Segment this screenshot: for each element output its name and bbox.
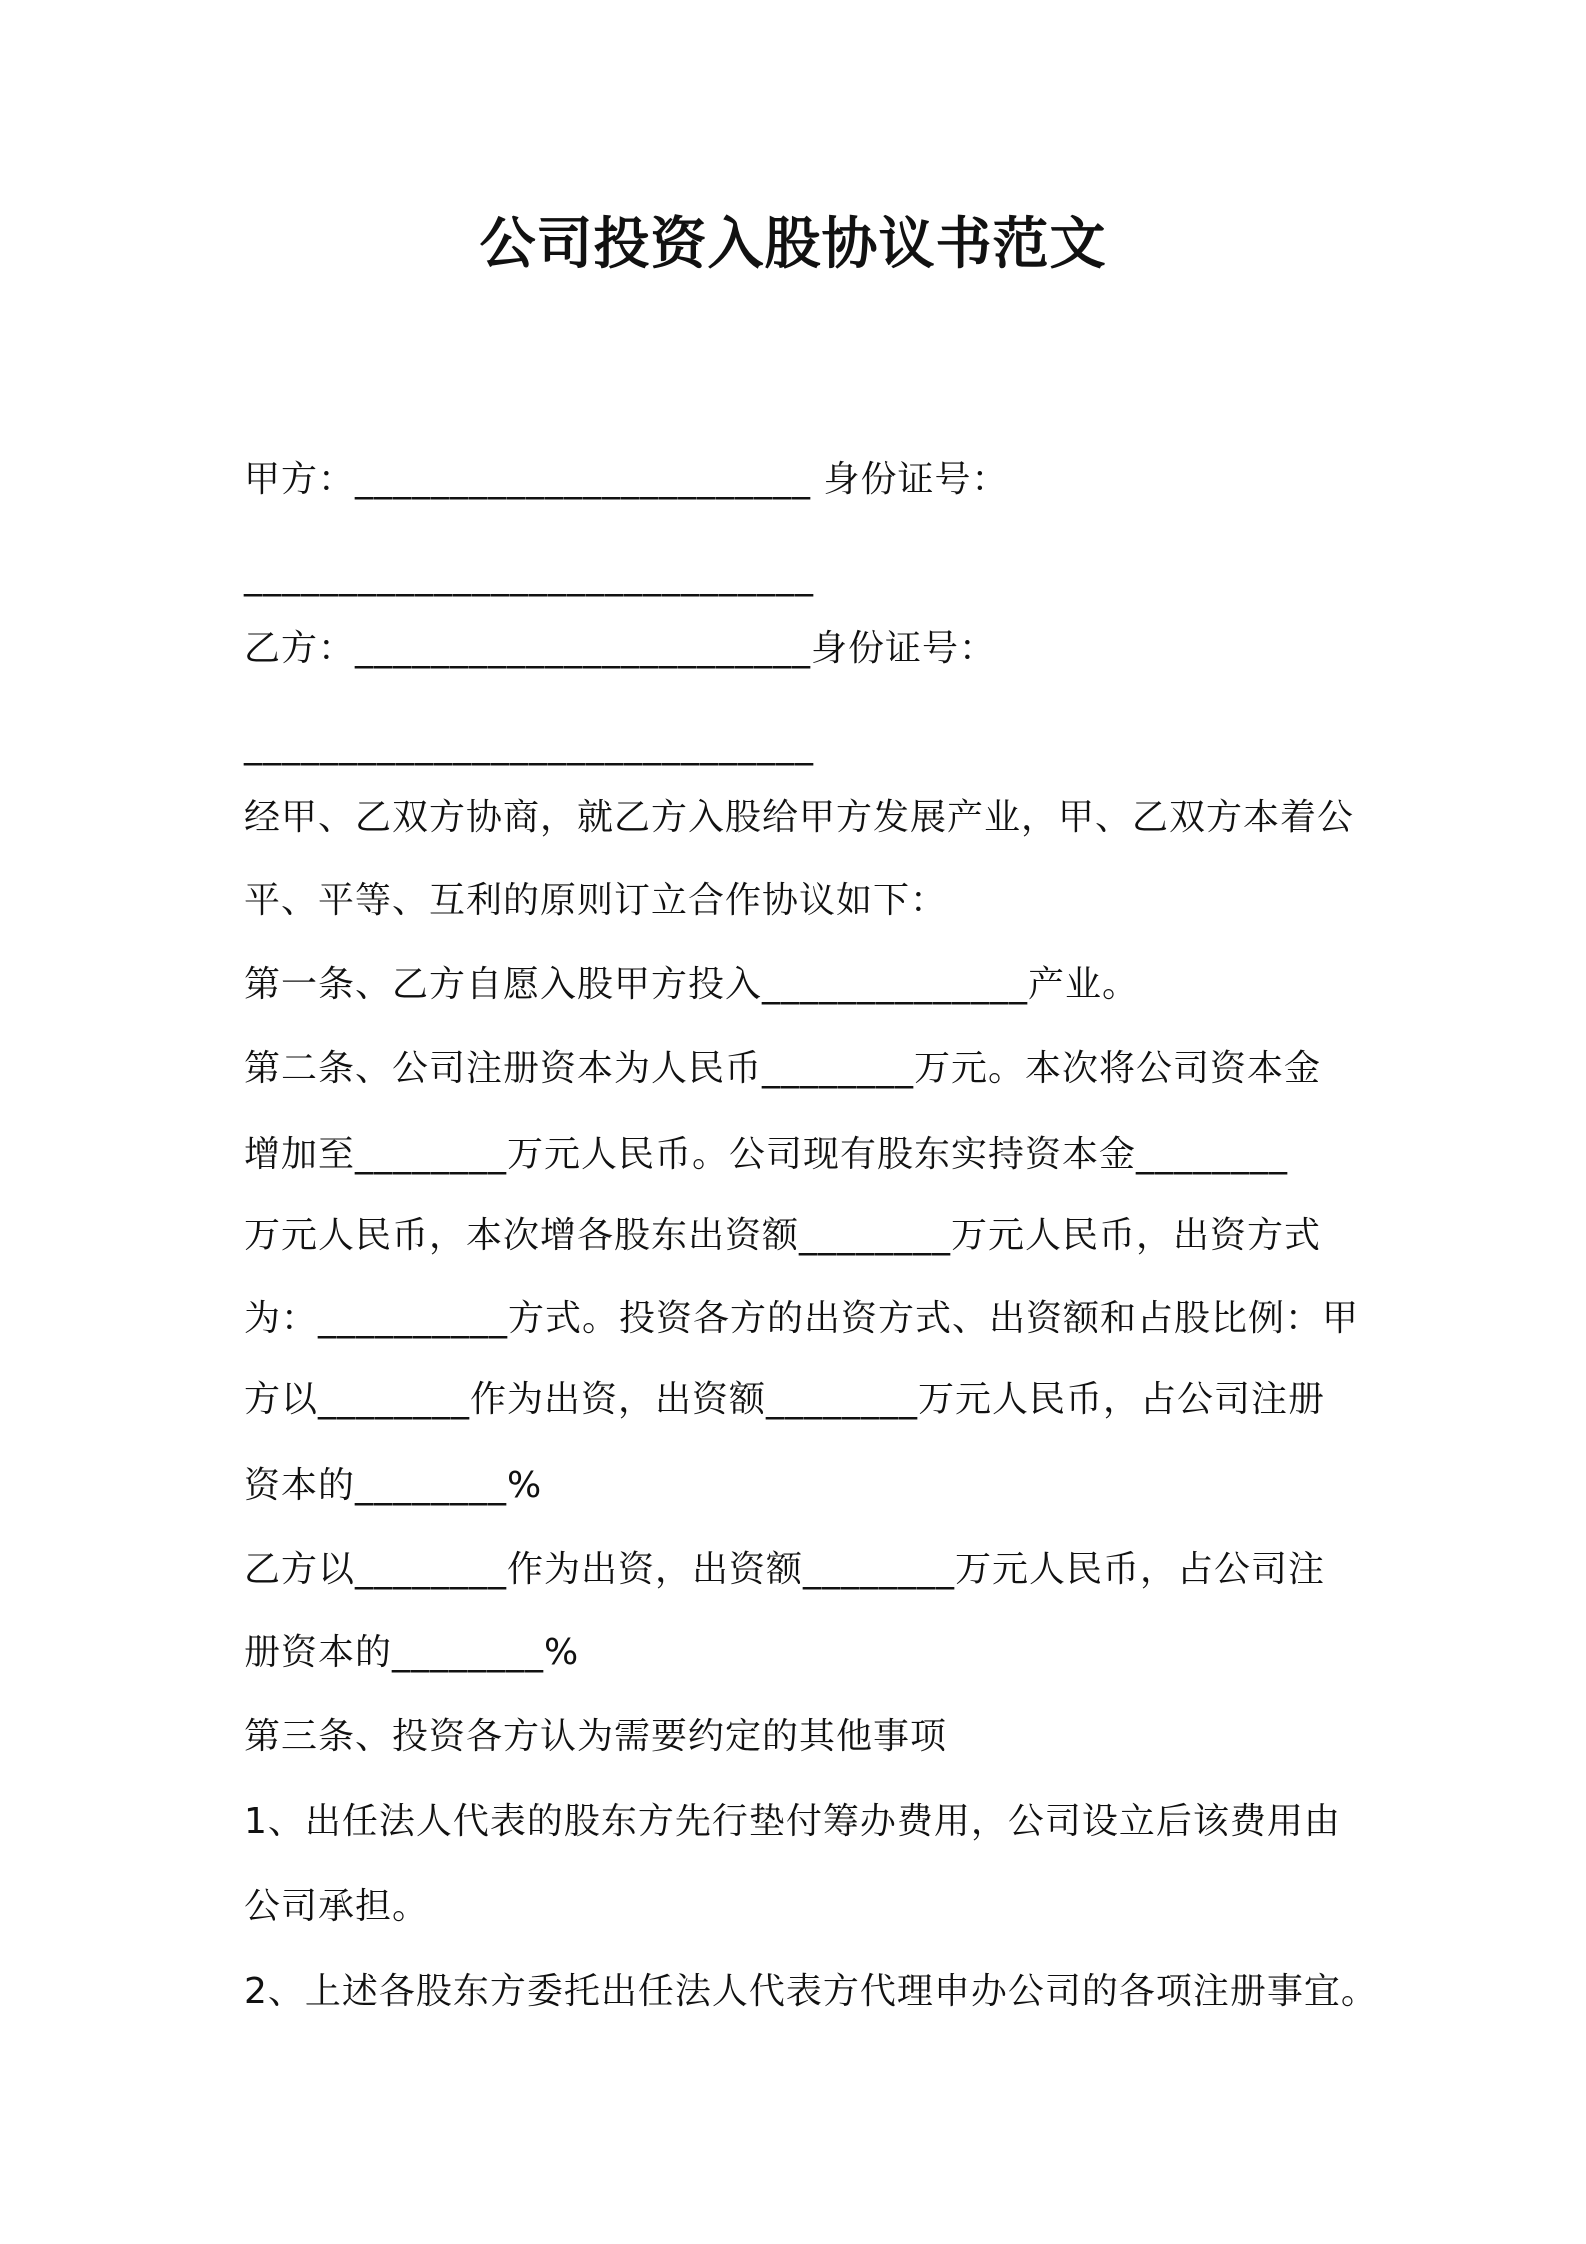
- article-2-line-4: 为：__________方式。投资各方的出资方式、出资额和占股比例：甲: [244, 1298, 1360, 1339]
- article-2-line-1: 第二条、公司注册资本为人民币________万元。本次将公司资本金: [244, 1048, 1322, 1089]
- article-3-item-1-line-1: 1、出任法人代表的股东方先行垫付筹办费用，公司设立后该费用由: [244, 1801, 1341, 1842]
- article-3-item-2: 2、上述各股东方委托出任法人代表方代理申办公司的各项注册事宜。: [244, 1971, 1378, 2012]
- party-a-line: 甲方：________________________ 身份证号：: [244, 459, 1009, 500]
- preamble-line-1: 经甲、乙双方协商，就乙方入股给甲方发展产业，甲、乙双方本着公: [244, 797, 1355, 838]
- document-title: 公司投资入股协议书范文: [479, 212, 1107, 277]
- article-2-line-5: 方以________作为出资，出资额________万元人民币，占公司注册: [244, 1379, 1326, 1420]
- article-3-item-1-line-2: 公司承担。: [244, 1886, 430, 1927]
- article-2-line-7: 乙方以________作为出资，出资额________万元人民币，占公司注: [244, 1549, 1326, 1590]
- article-2-line-8: 册资本的________%: [244, 1632, 580, 1673]
- article-2-line-2: 增加至________万元人民币。公司现有股东实持资本金________: [244, 1134, 1289, 1175]
- preamble-line-2: 平、平等、互利的原则订立合作协议如下：: [244, 880, 948, 921]
- article-1: 第一条、乙方自愿入股甲方投入______________产业。: [244, 964, 1140, 1005]
- party-b-line: 乙方：________________________身份证号：: [244, 628, 997, 669]
- article-2-line-3: 万元人民币，本次增各股东出资额________万元人民币，出资方式: [244, 1215, 1322, 1256]
- party-b-id-blank: ______________________________: [244, 725, 814, 766]
- article-2-line-6: 资本的________%: [244, 1465, 543, 1506]
- party-a-id-blank: ______________________________: [244, 556, 814, 597]
- article-3-heading: 第三条、投资各方认为需要约定的其他事项: [244, 1716, 948, 1757]
